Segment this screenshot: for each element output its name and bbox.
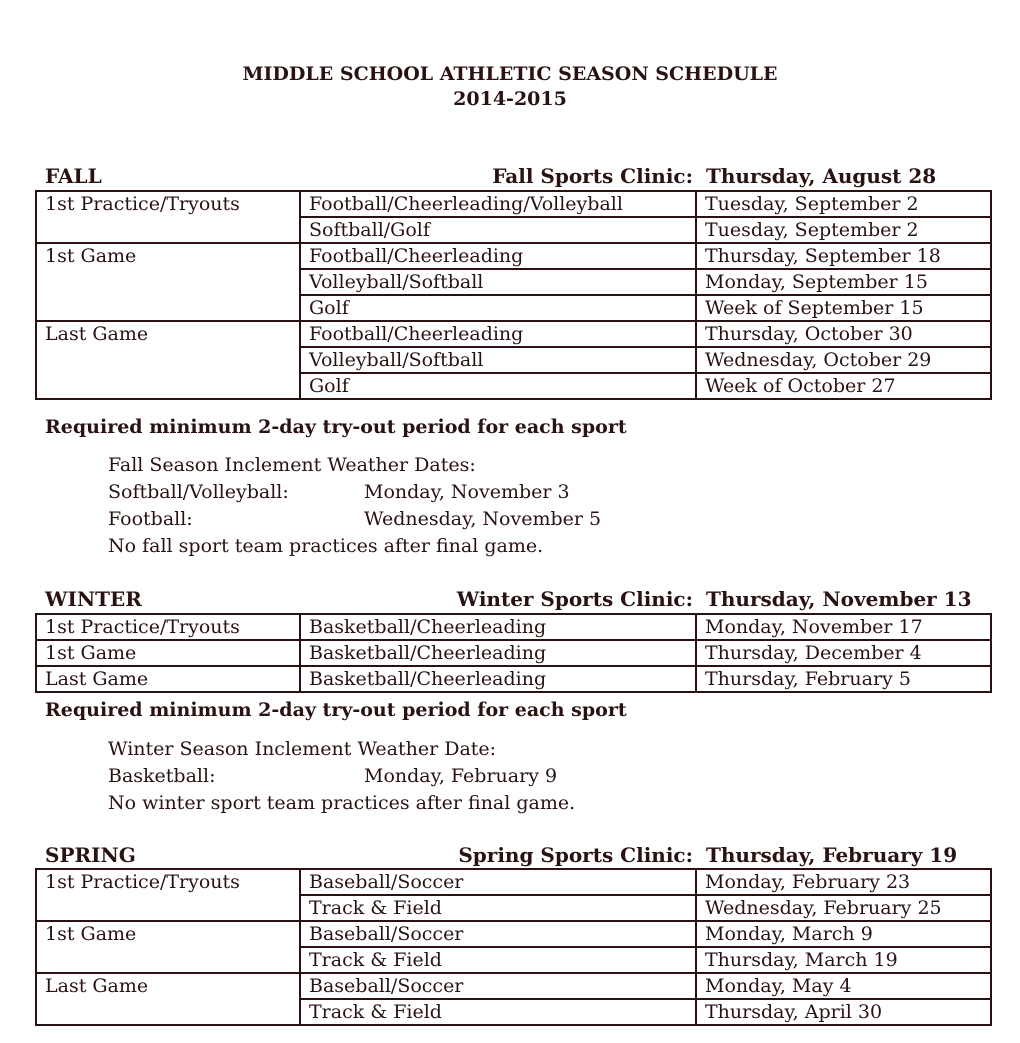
fall-final-note: No fall sport team practices after final game. [108,535,544,557]
date-cell: Thursday, December 4 [696,640,991,666]
winter-weather-title: Winter Season Inclement Weather Date: [108,738,497,760]
sport-cell: Baseball/Soccer [300,973,696,999]
sport-cell: Football/Cheerleading [300,243,696,269]
phase-cell: 1st Game [36,243,300,321]
sport-cell: Basketball/Cheerleading [300,614,696,640]
date-cell: Thursday, April 30 [696,999,991,1025]
fall-section-header [45,164,985,188]
date-cell: Wednesday, February 25 [696,895,991,921]
weather-date: Monday, November 3 [364,481,570,503]
sport-cell: Basketball/Cheerleading [300,666,696,692]
sport-cell: Volleyball/Softball [300,347,696,373]
spring-clinic-label: Spring Sports Clinic: [458,843,693,867]
sport-cell: Track & Field [300,947,696,973]
sport-cell: Golf [300,295,696,321]
sport-cell: Baseball/Soccer [300,921,696,947]
date-cell: Tuesday, September 2 [696,217,991,243]
spring-label: SPRING [45,843,136,867]
phase-cell: Last Game [36,321,300,399]
date-cell: Thursday, February 5 [696,666,991,692]
date-cell: Week of September 15 [696,295,991,321]
weather-date-row [108,763,575,790]
spring-schedule-table [35,868,992,1026]
phase-cell: 1st Game [36,640,300,666]
date-cell: Thursday, September 18 [696,243,991,269]
winter-weather-block [108,736,575,817]
phase-cell: 1st Practice/Tryouts [36,191,300,243]
weather-date-row [108,506,602,533]
fall-schedule-table [35,190,992,400]
date-cell: Monday, September 15 [696,269,991,295]
weather-date: Monday, February 9 [364,765,558,787]
sport-cell: Baseball/Soccer [300,869,696,895]
winter-clinic-date: Thursday, November 13 [706,587,972,611]
weather-date-row [108,479,570,506]
phase-cell: Last Game [36,973,300,1025]
sport-cell: Volleyball/Softball [300,269,696,295]
table-row [36,869,991,895]
date-cell: Wednesday, October 29 [696,347,991,373]
fall-weather-block [108,452,602,560]
fall-weather-title: Fall Season Inclement Weather Dates: [108,454,476,476]
weather-sport: Basketball: [108,765,216,787]
fall-clinic-date: Thursday, August 28 [706,164,937,188]
phase-cell: 1st Practice/Tryouts [36,869,300,921]
phase-cell: 1st Game [36,921,300,973]
date-cell: Thursday, October 30 [696,321,991,347]
weather-sport: Football: [108,508,193,530]
date-cell: Monday, November 17 [696,614,991,640]
table-row [36,973,991,999]
table-row [36,243,991,269]
sport-cell: Football/Cheerleading [300,321,696,347]
fall-required-note: Required minimum 2-day try-out period for each sport [45,416,627,438]
table-row [36,614,991,640]
table-row [36,666,991,692]
spring-clinic-date: Thursday, February 19 [706,843,958,867]
table-row [36,640,991,666]
date-cell: Monday, March 9 [696,921,991,947]
table-row [36,191,991,217]
sport-cell: Golf [300,373,696,399]
sport-cell: Football/Cheerleading/Volleyball [300,191,696,217]
date-cell: Monday, May 4 [696,973,991,999]
winter-final-note: No winter sport team practices after final game. [108,792,576,814]
spring-section-header [45,843,985,867]
winter-label: WINTER [45,587,142,611]
winter-section-header [45,587,985,611]
date-cell: Monday, February 23 [696,869,991,895]
weather-date: Wednesday, November 5 [364,508,602,530]
fall-clinic-label: Fall Sports Clinic: [492,164,693,188]
winter-required-note: Required minimum 2-day try-out period for each sport [45,699,627,721]
sport-cell: Basketball/Cheerleading [300,640,696,666]
sport-cell: Track & Field [300,999,696,1025]
date-cell: Week of October 27 [696,373,991,399]
table-row [36,921,991,947]
winter-clinic-label: Winter Sports Clinic: [456,587,693,611]
sport-cell: Track & Field [300,895,696,921]
fall-label: FALL [45,164,102,188]
weather-sport: Softball/Volleyball: [108,481,289,503]
document-year: 2014-2015 [453,88,567,110]
phase-cell: 1st Practice/Tryouts [36,614,300,640]
winter-schedule-table [35,613,992,693]
document-title-block [0,62,1020,112]
table-row [36,321,991,347]
phase-cell: Last Game [36,666,300,692]
date-cell: Tuesday, September 2 [696,191,991,217]
document-title: MIDDLE SCHOOL ATHLETIC SEASON SCHEDULE [242,63,778,85]
sport-cell: Softball/Golf [300,217,696,243]
date-cell: Thursday, March 19 [696,947,991,973]
